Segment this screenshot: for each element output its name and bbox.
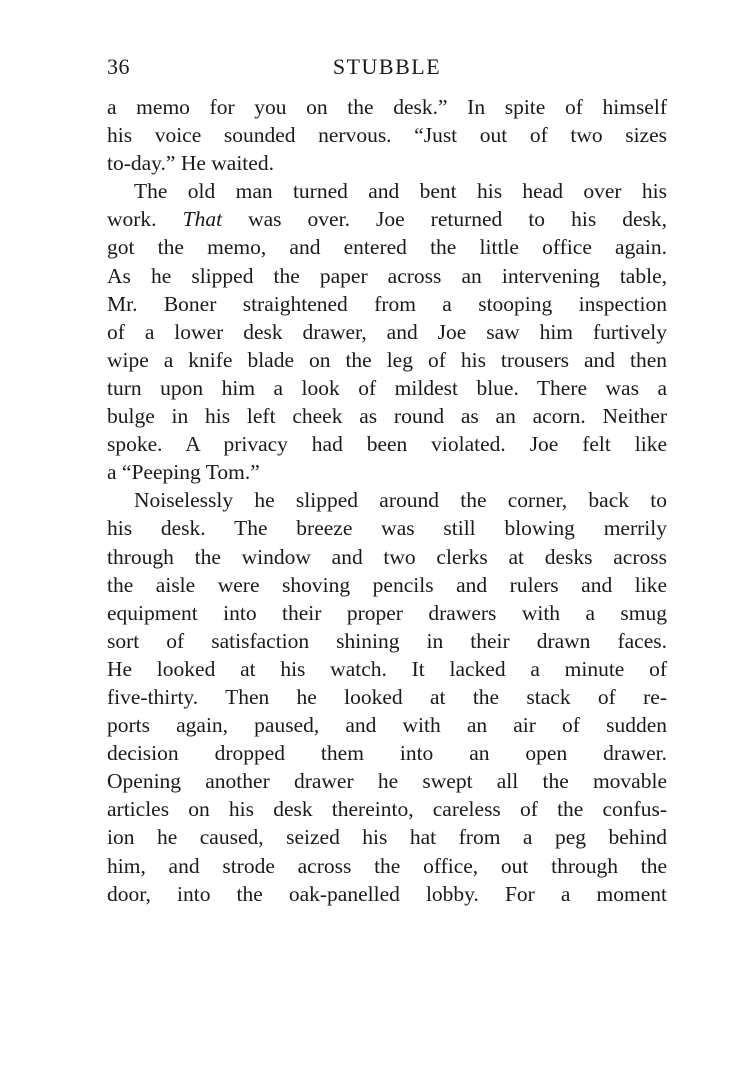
body-text xyxy=(107,93,667,908)
text-line: through the window and two clerks at desks across xyxy=(107,544,667,569)
text-line: to-day.” He waited. xyxy=(107,151,274,176)
text-line: work. That was over. Joe returned to his desk, xyxy=(107,207,668,232)
text-line: him, and strode across the office, out through the xyxy=(107,853,667,878)
text-line: ports again, paused, and with an air of sudden xyxy=(107,713,667,738)
text-line: a memo for you on the desk.” In spite of himself xyxy=(107,95,667,119)
paragraph xyxy=(107,177,667,486)
text-line: got the memo, and entered the little office again. xyxy=(107,235,667,260)
running-title: STUBBLE xyxy=(332,54,442,79)
text-line: equipment into their proper drawers with a smug xyxy=(107,600,667,625)
text-line: sort of satisfaction shining in their drawn faces. xyxy=(107,628,667,653)
text-line: of a lower desk drawer, and Joe saw him furtively xyxy=(107,319,667,344)
text-line: turn upon him a look of mildest blue. There was a xyxy=(107,375,667,400)
paragraph xyxy=(107,93,667,177)
text-line: Noiselessly he slipped around the corner, back to xyxy=(134,488,667,513)
text-line: five-thirty. Then he looked at the stack of re- xyxy=(107,684,667,709)
text-line: wipe a knife blade on the leg of his trousers and then xyxy=(107,347,667,372)
page-number: 36 xyxy=(107,54,130,79)
emphasis-word: That xyxy=(182,207,223,232)
text-line: Mr. Boner straightened from a stooping inspection xyxy=(107,291,667,316)
text-line: the aisle were shoving pencils and rulers and like xyxy=(107,572,667,597)
text-line: a “Peeping Tom.” xyxy=(107,460,260,485)
text-line: Opening another drawer he swept all the movable xyxy=(107,769,667,794)
page-header xyxy=(107,52,667,84)
text-line: bulge in his left cheek as round as an acorn. Neither xyxy=(107,404,667,429)
text-line: door, into the oak-panelled lobby. For a moment xyxy=(107,881,667,906)
text-line: decision dropped them into an open drawer. xyxy=(107,741,667,766)
text-line: his voice sounded nervous. “Just out of two sizes xyxy=(107,123,667,148)
text-line: As he slipped the paper across an intervening table, xyxy=(107,263,667,288)
text-line: articles on his desk thereinto, careless of the confus- xyxy=(107,797,667,822)
text-line: his desk. The breeze was still blowing merrily xyxy=(107,516,667,541)
text-line: spoke. A privacy had been violated. Joe felt like xyxy=(107,432,667,457)
text-line: The old man turned and bent his head over his xyxy=(134,179,667,204)
paragraph xyxy=(107,486,667,907)
text-line: ion he caused, seized his hat from a peg behind xyxy=(107,825,667,850)
text-line: He looked at his watch. It lacked a minute of xyxy=(107,656,667,681)
